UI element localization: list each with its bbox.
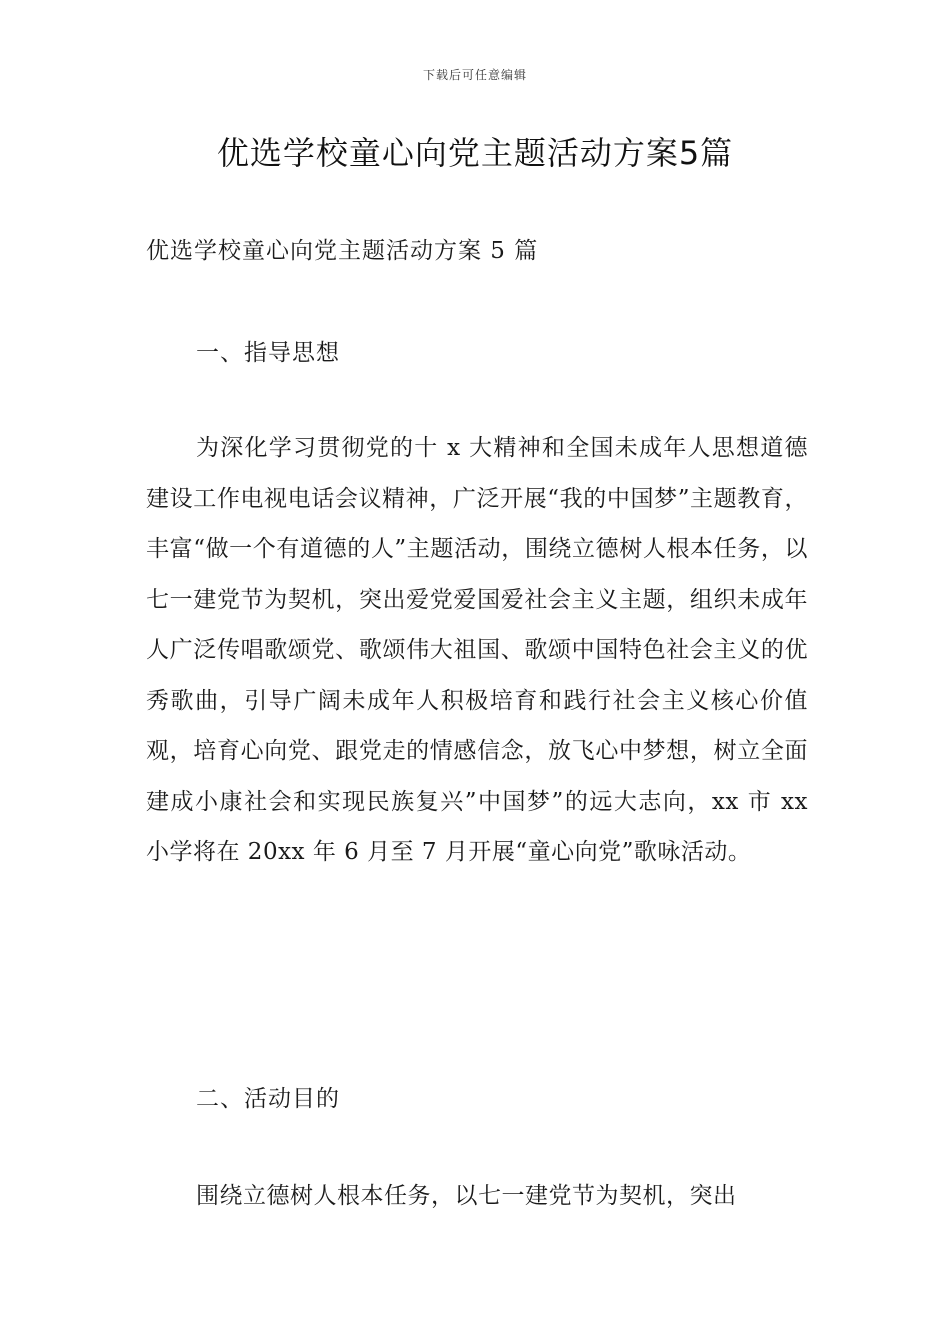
document-subtitle: 优选学校童心向党主题活动方案 5 篇 (146, 238, 539, 264)
section-body-guiding-ideology: 为深化学习贯彻党的十 x 大精神和全国未成年人思想道德建设工作电视电话会议精神，广泛开展“我的中国梦”主题教育，丰富“做一个有道德的人”主题活动，围绕立德树人根本任务，以七一建党节为契机，突出爱党爱国爱社会主义主题，组织未成年人广泛传唱歌颂党、歌颂伟大祖国、歌颂中国特色社会主义的优秀歌曲，引导广阔未成年人积极培育和践行社会主义核心价值观，培育心向党、跟党走的情感信念，放飞心中梦想，树立全面建成小康社会和实现民族复兴”中国梦”的远大志向，xx 市 xx 小学将在 20xx 年 6 月至 7 月开展“童心向党”歌咏活动。 (146, 435, 808, 865)
header-note: 下载后可任意编辑 (422, 68, 527, 82)
document-title: 优选学校童心向党主题活动方案5篇 (216, 134, 734, 172)
section-heading-guiding-ideology: 一、指导思想 (196, 340, 340, 366)
section-heading-activity-purpose: 二、活动目的 (196, 1086, 340, 1112)
section-body-activity-purpose: 围绕立德树人根本任务，以七一建党节为契机，突出 (196, 1183, 737, 1209)
